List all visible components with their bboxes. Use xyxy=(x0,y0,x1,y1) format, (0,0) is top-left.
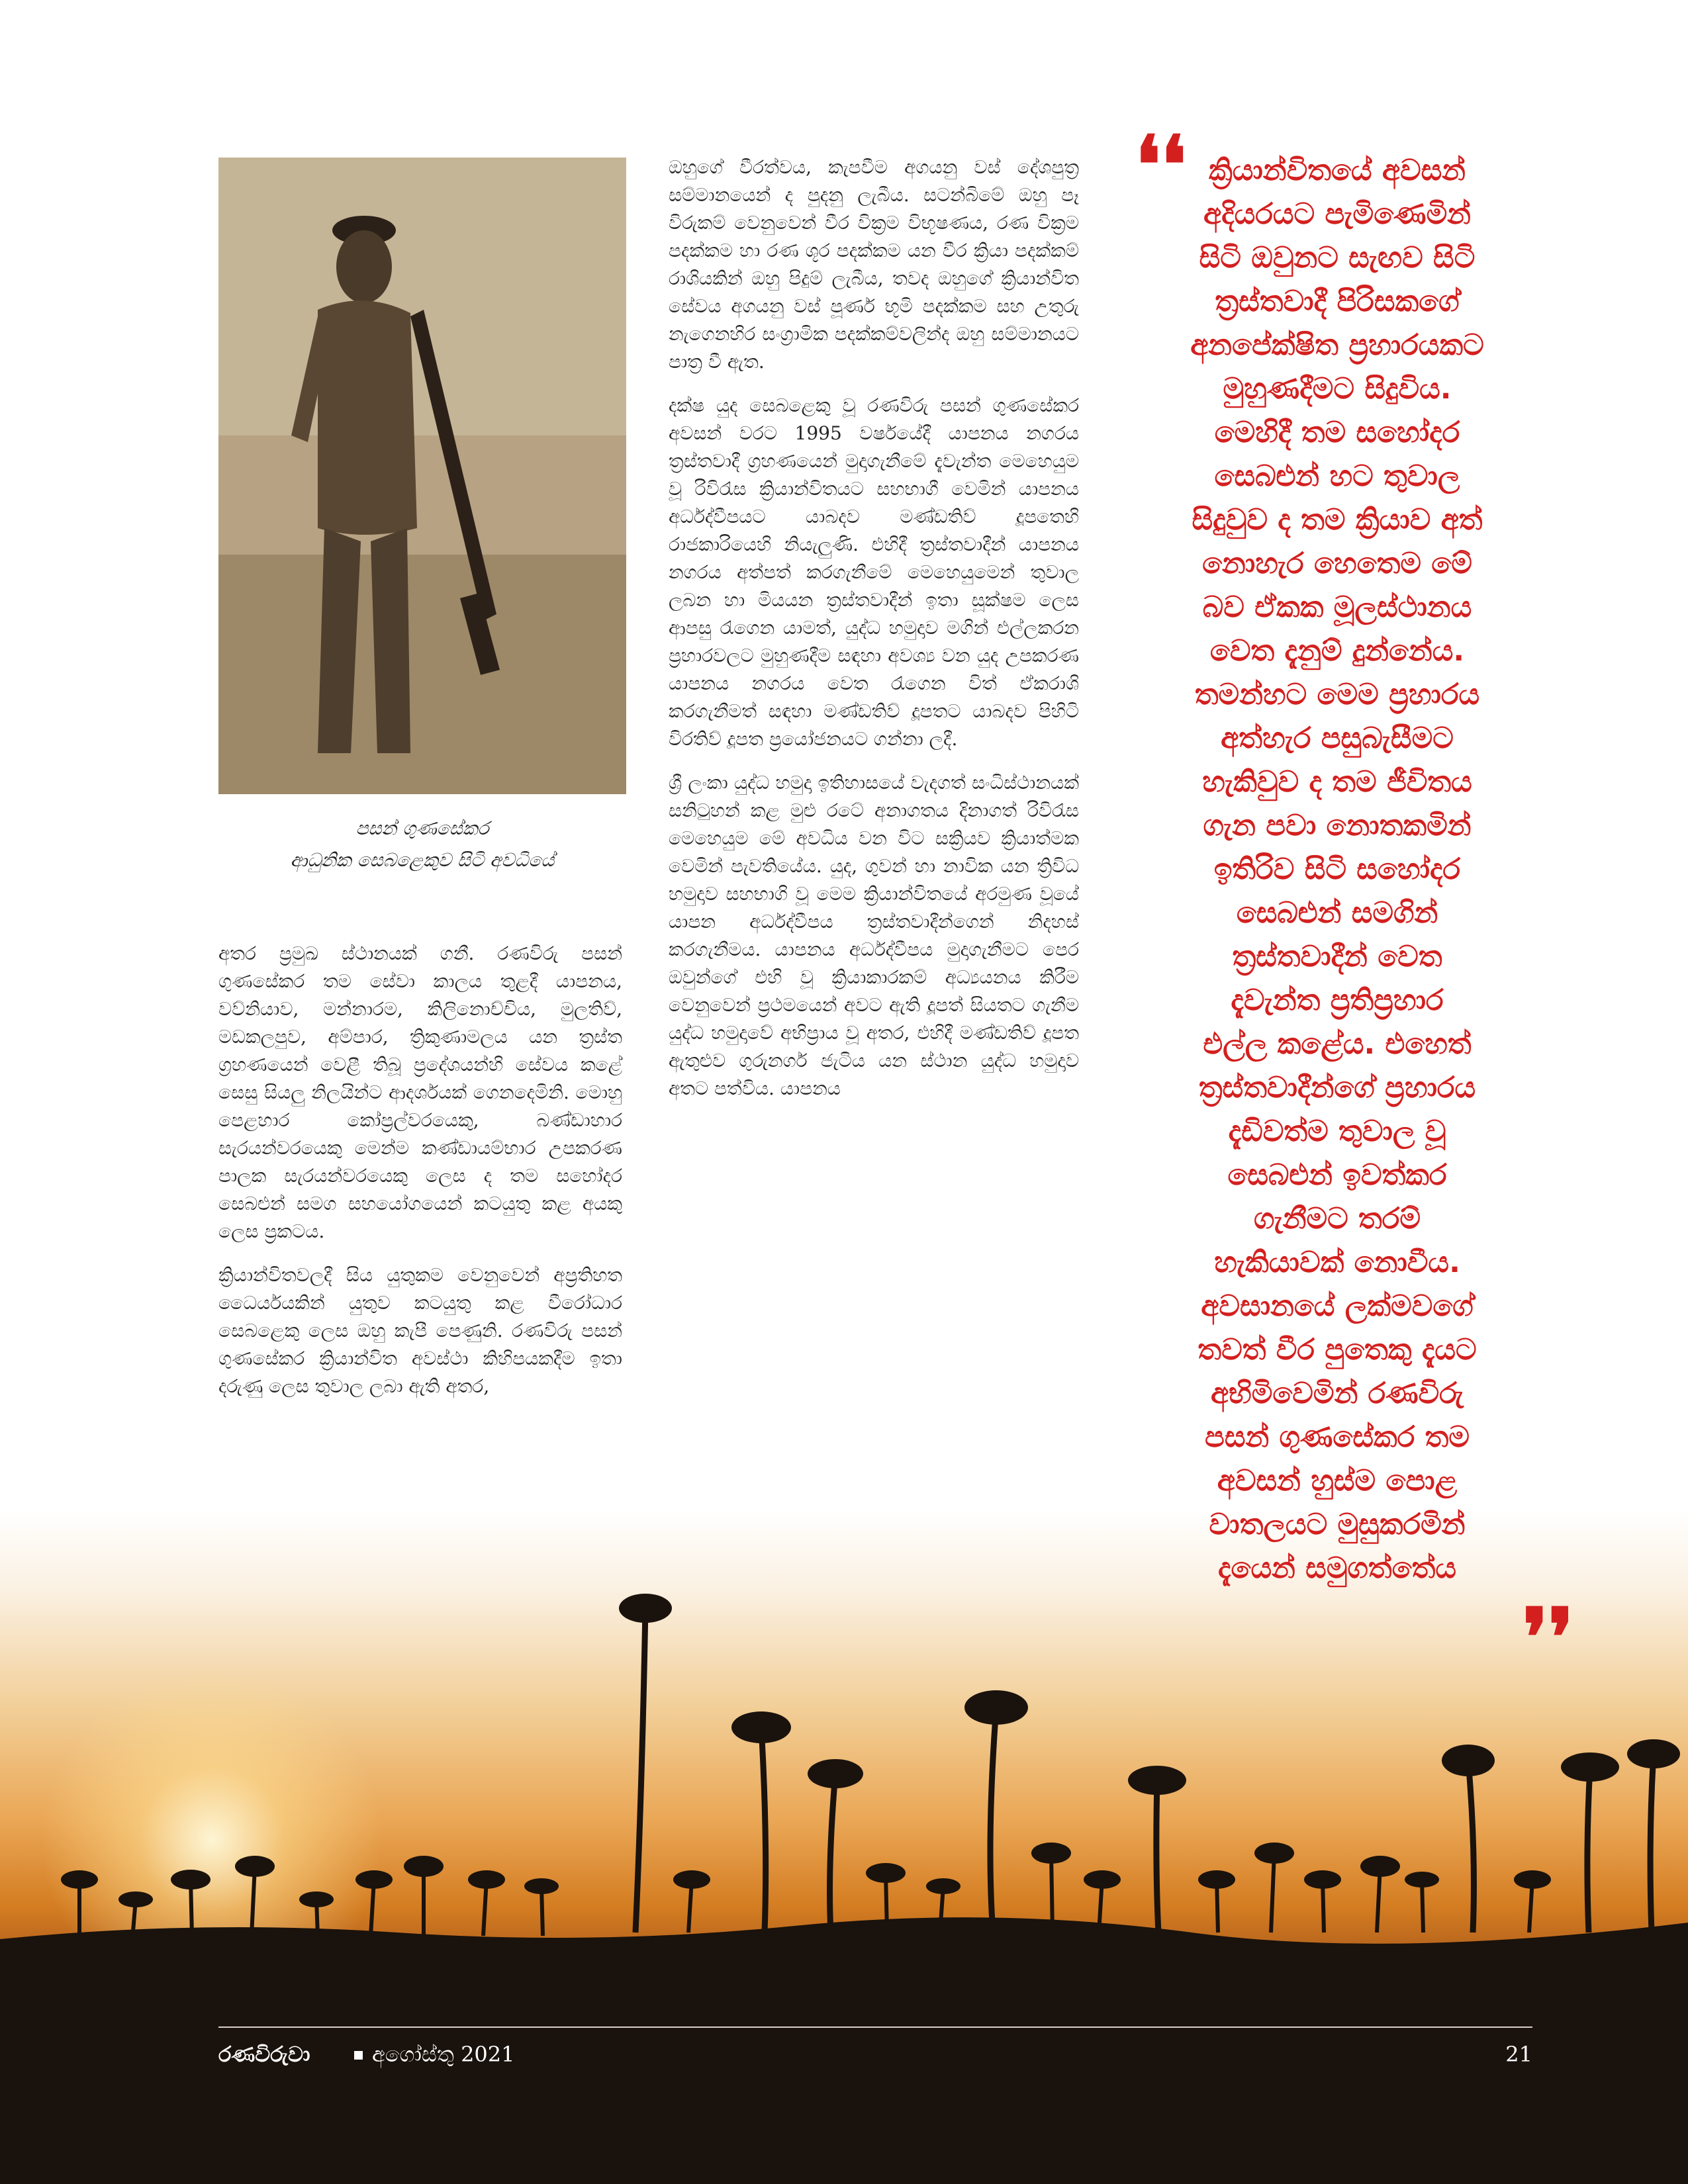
pull-quote-line: ත්‍රස්තවාදීන් වෙත xyxy=(1232,940,1442,974)
pull-quote-line: එල්ල කළේය. එහෙත් xyxy=(1203,1027,1472,1061)
paragraph: අතර ප්‍රමුඛ ස්ථානයක් ගනී. රණවිරු පසන් ගුණසේකර තම සේවා කාලය තුළදී යාපනය, වව්නියාව, මන්නාරම, කිලිනොච්චිය, මුලතිව්, මඩකලපුව, අම්පාර, ත්‍රිකුණාමලය යන ත්‍රස්ත ග්‍රහණයෙන් වෙළී තිබූ ප්‍රදේශයන්හි සේවය කළේ සෙසු සියලු නිලයින්ට ආදර්ශයක් ගෙනදෙමිනි. මොහු පෙළහාර කෝප්‍රල්වරයෙකු, බණ්ඩාහාර සැරයන්වරයෙකු මෙන්ම කණ්ඩායම්භාර උපකරණ පාලක සැරයන්වරයෙකු ලෙස ද තම සහෝදර සෙබළුන් සමග සහයෝගයෙන් කටයුතු කළ අයකු ලෙස ප්‍රකටය. xyxy=(218,942,622,1242)
palm-silhouettes xyxy=(0,1509,1688,2184)
pull-quote-line: අවසන් හුස්ම පොළ xyxy=(1217,1464,1458,1498)
paragraph: ඔහුගේ වීරත්වය, කැපවීම අගයනු වස් දේශපුත්‍ර සම්මානයෙන් ද පුදනු ලැබීය. සටන්බිමේ ඔහු පෑ විරුකම් වෙනුවෙන් වීර වික්‍රම විභූෂණය, රණ වික්‍රම පදක්කම හා රණ ශූර පදක්කම යන වීර ක්‍රියා පදක්කම් රාශියකින් ඔහු පිදුම් ලැබීය, තවද ඔහුගේ ක්‍රියාන්විත සේවය අගයනු වස් පූර්ණ භූමි පදක්කම සහ උතුරු නැගෙනහිර සංග්‍රාමික පදක්කම්වලින්ද ඔහු සම්මානයට පාත්‍ර වී ඇත. xyxy=(669,156,1079,373)
pull-quote-line: හැකියාවක් නොවීය. xyxy=(1214,1246,1460,1279)
pull-quote-line: ගැනීමට තරම් xyxy=(1254,1202,1421,1236)
magazine-brand: රණවිරුවා xyxy=(218,2042,310,2067)
pull-quote-line: අභිමිවෙමින් රණවිරු xyxy=(1210,1377,1464,1410)
square-bullet-icon xyxy=(354,2051,363,2060)
pull-quote-line: දැයෙන් සමුගත්තේය xyxy=(1218,1551,1456,1585)
pull-quote-line: ගැන පවා නොතකමින් xyxy=(1203,809,1472,842)
pull-quote-line: නොහැර හෙතෙම මේ xyxy=(1202,547,1472,580)
pull-quote xyxy=(1125,149,1549,1590)
paragraph: දක්ෂ යුද සෙබළෙකු වූ රණවිරු පසන් ගුණසේකර අවසන් වරට 1995 වර්ෂයේදී යාපනය නගරය ත්‍රස්තවාදී ග්‍රහණයෙන් මුදාගැනීමේ දැවැන්ත මෙහෙයුම වූ රිවිරැස ක්‍රියාන්විතයට සහභාගී වෙමින් යාපනය අර්ධද්වීපයට යාබදව මණ්ඩතිව් දූපතෙහි රාජකාරියෙහි නියැලුණි. එහිදී ත්‍රස්තවාදීන් යාපනය නගරය අත්පත් කරගැනීමේ මෙහෙයුමෙන් තුවාල ලබන හා මියයන ත්‍රස්තවාදීන් ඉතා සූක්ෂම ලෙස ආපසු රැගෙන යාමත්, යුද්ධ හමුදාව මගින් එල්ලකරන ප්‍රහාරවලට මුහුණදීම සඳහා අවශ්‍ය වන යුද උපකරණ යාපනය නගරය වෙත රැගෙන විත් ඒකරාශි කරගැනීමත් සඳහා මණ්ඩතිව් දූපතට යාබදව පිහිටි විරතිව් දූපත ප්‍රයෝජනයට ගන්නා ලදී. xyxy=(669,394,1079,750)
pull-quote-line: වෙත දැනුම් දුන්නේය. xyxy=(1209,634,1465,668)
pull-quote-line: වාතලයට මුසුකරමින් xyxy=(1209,1508,1466,1541)
pull-quote-line: ක්‍රියාන්විතයේ අවසන් xyxy=(1209,154,1466,187)
soldier-photo xyxy=(218,158,626,794)
pull-quote-line: බව ඒකක මූලස්ථානය xyxy=(1202,590,1472,624)
open-quote-icon: ❛❛ xyxy=(1135,118,1187,212)
pull-quote-line: හැකිවුව ද තම ජීවිතය xyxy=(1202,765,1472,799)
pull-quote-line: සිදුවුව ද තම ක්‍රියාව අත් xyxy=(1192,503,1483,537)
page-footer xyxy=(218,2042,1532,2075)
footer-divider xyxy=(218,2026,1532,2028)
paragraph: ශ්‍රී ලංකා යුද්ධ හමුදා ඉතිහාසයේ වැදගත් සංධිස්ථානයක් සනිටුහන් කළ මුළු රටේ අනාගතය දිනාගත් රිවිරැස මෙහෙයුම මේ අවධිය වන විට සක්‍රියව ක්‍රියාත්මක වෙමින් පැවතියේය. යුද, ගුවන් හා නාවික යන ත්‍රිවිධ හමුදාව සහභාගි වූ මෙම ක්‍රියාන්විතයේ අරමුණ වූයේ යාපන අර්ධද්වීපය ත්‍රස්තවාදීන්ගෙන් නිදහස් කරගැනීමය. යාපනය අර්ධද්වීපය මුදාගැනීමට පෙර ඔවුන්ගේ එහි වූ ක්‍රියාකාරකම් අධ්‍යයනය කිරීම වෙනුවෙන් ප්‍රථමයෙන් අවට ඇති දූපත් සියතට ගැනීම යුද්ධ හමුදාවේ අභිප්‍රාය වූ අතර, එහිදී මණ්ඩතිව් දූපත ඇතුළුව ගුරුනගර් ජැටිය යන ස්ථාන යුද්ධ හමුදාව අතට පත්විය. යාපනය xyxy=(669,772,1079,1099)
paragraph: ක්‍රියාන්විතවලදී සිය යුතුකම වෙනුවෙන් අප්‍රතිහත ධෛර්යයකින් යුතුව කටයුතු කළ වීරෝධාර සෙබළෙකු ලෙස ඔහු කැපී පෙණුනි. රණවිරු පසන් ගුණසේකර ක්‍රියාන්විත අවස්ථා කිහිපයකදීම ඉතා දරුණු ලෙස තුවාල ලබා ඇති අතර, xyxy=(218,1264,622,1397)
issue-date: අගෝස්තු 2021 xyxy=(372,2042,515,2067)
pull-quote-line: ත්‍රස්තවාදීන්ගේ ප්‍රහාරය xyxy=(1198,1071,1476,1105)
close-quote-icon: ❜❜ xyxy=(1523,1591,1574,1684)
photo-caption-line2: ආධුනික සෙබළෙකුව සිටි අවධියේ xyxy=(290,849,555,871)
pull-quote-line: තමන්හට මෙම ප්‍රහාරය xyxy=(1194,678,1480,711)
pull-quote-line: දැඩිවත්ම තුවාල වූ xyxy=(1228,1115,1446,1148)
pull-quote-line: අත්හැර පසුබැසීමට xyxy=(1221,721,1454,755)
article-column-1 xyxy=(218,940,622,1416)
pull-quote-line: අවසානයේ ලක්මවගේ xyxy=(1201,1289,1474,1323)
pull-quote-line: සෙබළුන් හට තුවාල xyxy=(1214,459,1460,493)
article-column-2 xyxy=(669,154,1079,1118)
photo-caption-line1: පසන් ගුණසේකර xyxy=(355,817,489,839)
pull-quote-line: මුහුණදීමට සිදුවිය. xyxy=(1223,372,1452,406)
pull-quote-line: අදියරයට පැමිණෙමින් xyxy=(1203,197,1471,231)
pull-quote-line: සෙබළුන් සමගින් xyxy=(1236,896,1438,930)
pull-quote-line: අනපේක්ෂිත ප්‍රහාරයකට xyxy=(1190,328,1484,362)
pull-quote-line: මෙහිදී තම සහෝදර xyxy=(1214,416,1460,449)
pull-quote-line: ඉතිරිව සිටි සහෝදර xyxy=(1213,852,1461,886)
pull-quote-line: සිටි ඔවුනට සැඟව සිටි xyxy=(1199,241,1476,275)
page-number: 21 xyxy=(1505,2042,1532,2067)
pull-quote-line: තවත් වීර පුතෙකු දැයට xyxy=(1197,1333,1477,1367)
pull-quote-line: පසන් ගුණසේකර තම xyxy=(1205,1420,1470,1454)
pull-quote-line: දැවැන්ත ප්‍රතිප්‍රහාර xyxy=(1231,983,1444,1017)
pull-quote-line: ත්‍රස්තවාදී පිරිසකගේ xyxy=(1215,285,1460,318)
pull-quote-line: සෙබළුන් ඉවත්කර xyxy=(1227,1158,1447,1192)
